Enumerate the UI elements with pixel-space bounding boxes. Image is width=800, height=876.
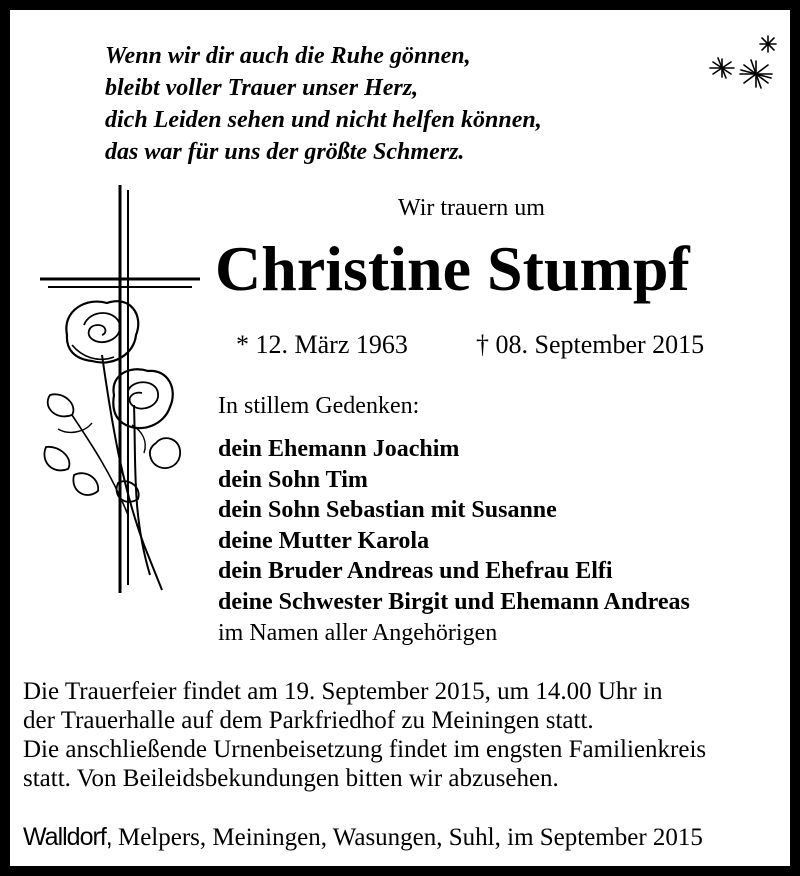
footer-rest: Melpers, Meiningen, Wasungen, Suhl, im September 2015 xyxy=(111,824,703,851)
poem-line: bleibt voller Trauer unser Herz, xyxy=(105,75,419,101)
service-line: Die anschließende Urnenbeisetzung findet im engsten Familienkreis xyxy=(23,736,707,763)
poem-line: Wenn wir dir auch die Ruhe gönnen, xyxy=(105,43,471,69)
deceased-name: Christine Stumpf xyxy=(215,233,690,304)
starburst-icon xyxy=(706,32,780,90)
footer-place: Walldorf, xyxy=(23,823,112,851)
mourner: deine Mutter Karola xyxy=(218,527,430,554)
poem-line: das war für uns der größte Schmerz. xyxy=(105,139,465,165)
service-line: statt. Von Beileidsbekundungen bitten wir abzusehen. xyxy=(23,765,559,792)
mourners-list xyxy=(218,434,690,648)
birth-date: * 12. März 1963 xyxy=(236,330,408,359)
intro-text: Wir trauern um xyxy=(398,195,545,221)
poem-line: dich Leiden sehen und nicht helfen können, xyxy=(105,107,542,133)
mourner: deine Schwester Birgit und Ehemann Andreas xyxy=(218,588,690,615)
service-line: der Trauerhalle auf dem Parkfriedhof zu Meiningen statt. xyxy=(23,707,594,734)
poem xyxy=(105,40,542,168)
service-info xyxy=(23,677,706,793)
mourner: dein Bruder Andreas und Ehefrau Elfi xyxy=(218,558,613,585)
service-line: Die Trauerfeier findet am 19. September 2015, um 14.00 Uhr in xyxy=(23,678,663,705)
mourner: dein Ehemann Joachim xyxy=(218,436,460,462)
cross-with-roses-icon xyxy=(32,185,207,625)
mourners-closing: im Namen aller Angehörigen xyxy=(218,619,498,646)
mourner: dein Sohn Tim xyxy=(218,466,368,493)
mourner: dein Sohn Sebastian mit Susanne xyxy=(218,497,557,524)
mourners-heading: In stillem Gedenken: xyxy=(218,393,420,419)
death-date: † 08. September 2015 xyxy=(476,330,705,359)
places-and-date xyxy=(23,821,703,854)
